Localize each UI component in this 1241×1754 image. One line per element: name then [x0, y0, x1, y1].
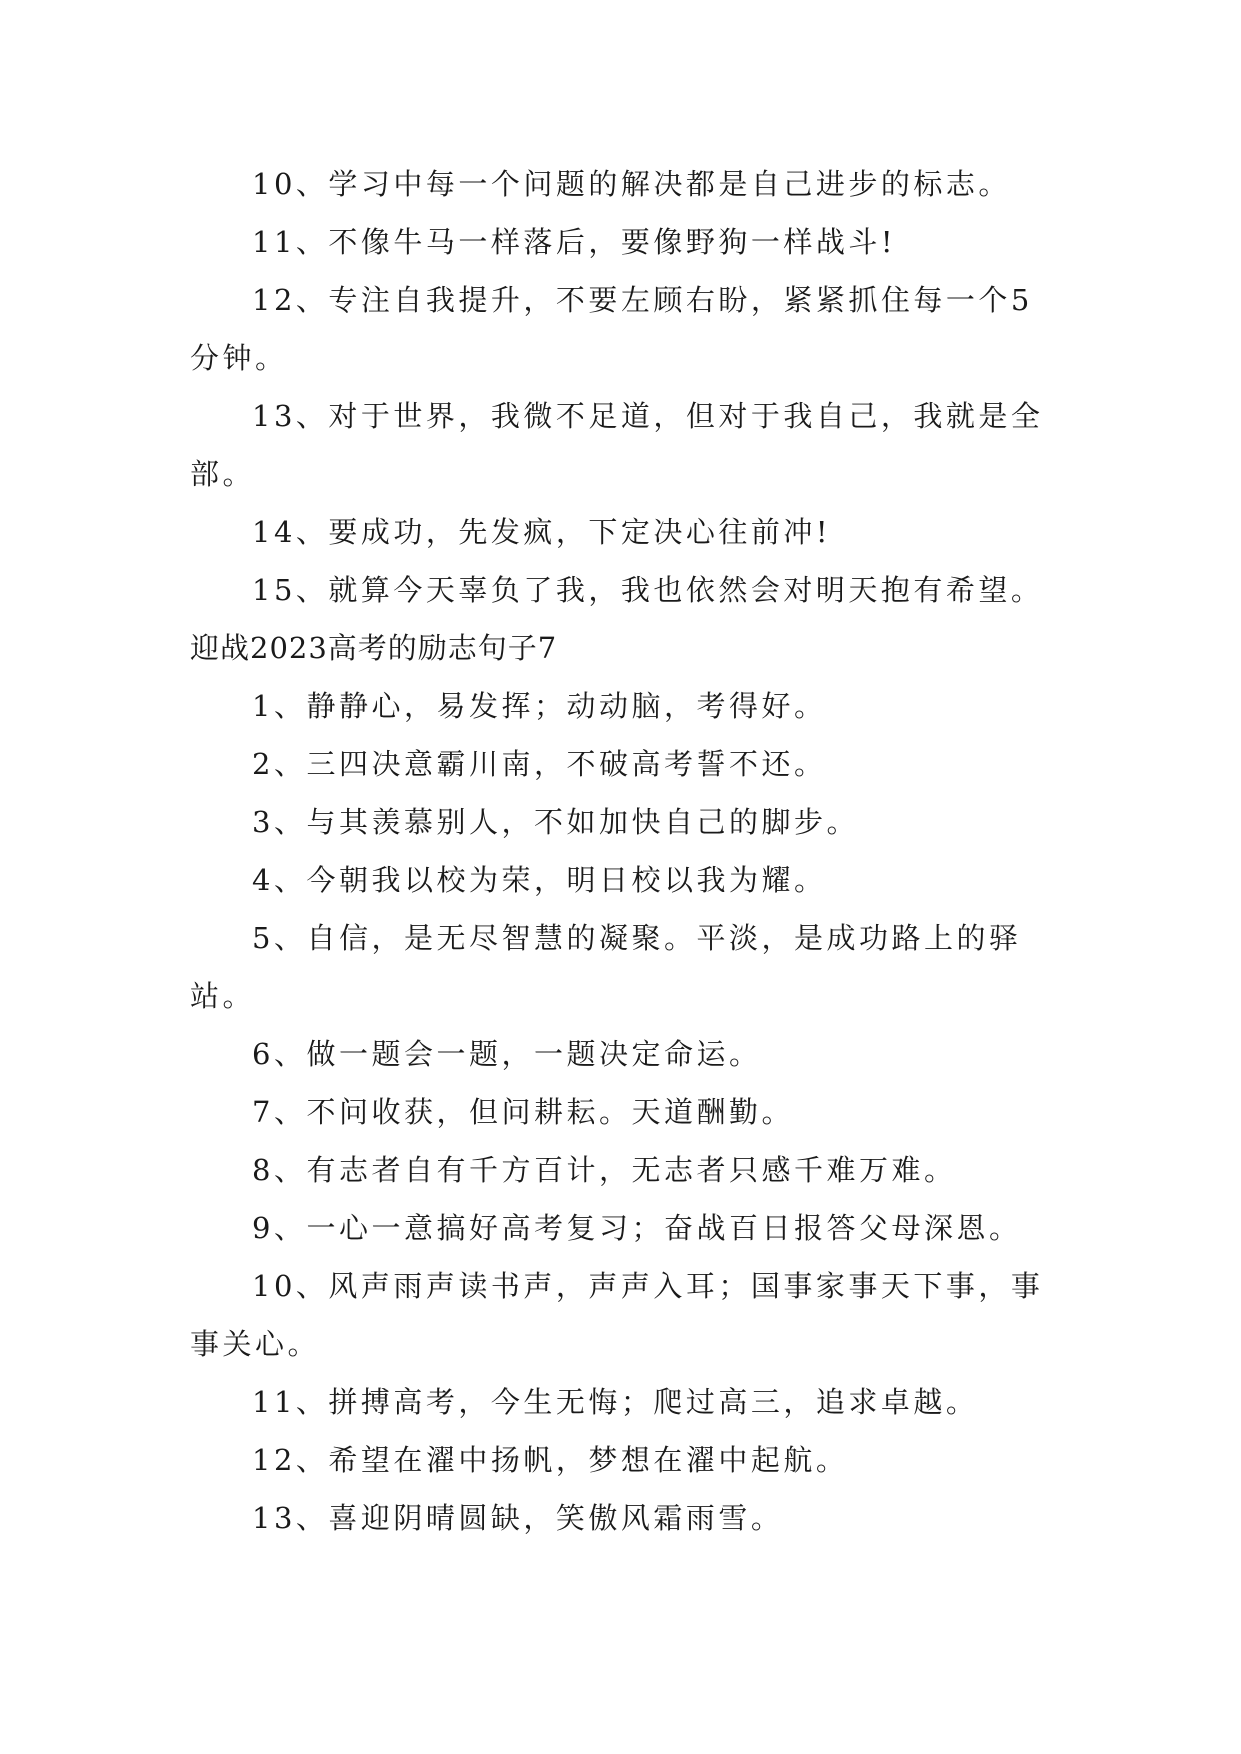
list-item: 13、对于世界，我微不足道，但对于我自己，我就是全部。	[190, 399, 1044, 491]
list-item: 11、不像牛马一样落后，要像野狗一样战斗!	[252, 225, 897, 259]
list-item: 9、一心一意搞好高考复习；奋战百日报答父母深恩。	[252, 1211, 1022, 1245]
list-item: 8、有志者自有千方百计，无志者只感千难万难。	[252, 1153, 957, 1187]
list-item: 6、做一题会一题，一题决定命运。	[252, 1037, 762, 1071]
section-title: 迎战2023高考的励志句子7	[190, 631, 558, 665]
list-item: 1、静静心，易发挥；动动脑，考得好。	[252, 689, 827, 723]
list-item: 5、自信，是无尽智慧的凝聚。平淡，是成功路上的驿站。	[190, 921, 1022, 1013]
list-item: 15、就算今天辜负了我，我也依然会对明天抱有希望。	[252, 573, 1044, 607]
list-item: 12、希望在濯中扬帆，梦想在濯中起航。	[252, 1443, 849, 1477]
list-item: 11、拼搏高考，今生无悔；爬过高三，追求卓越。	[252, 1385, 979, 1419]
list-item: 2、三四决意霸川南，不破高考誓不还。	[252, 747, 827, 781]
list-item: 10、学习中每一个问题的解决都是自己进步的标志。	[252, 167, 1011, 201]
document-body	[190, 155, 1055, 1547]
list-item: 4、今朝我以校为荣，明日校以我为耀。	[252, 863, 827, 897]
list-item: 10、风声雨声读书声，声声入耳；国事家事天下事，事事关心。	[190, 1269, 1044, 1361]
list-item: 7、不问收获，但问耕耘。天道酬勤。	[252, 1095, 794, 1129]
list-item: 14、要成功，先发疯，下定决心往前冲!	[252, 515, 832, 549]
list-item: 12、专注自我提升，不要左顾右盼，紧紧抓住每一个5分钟。	[190, 283, 1033, 375]
list-item: 3、与其羡慕别人，不如加快自己的脚步。	[252, 805, 859, 839]
list-item: 13、喜迎阴晴圆缺，笑傲风霜雨雪。	[252, 1501, 784, 1535]
